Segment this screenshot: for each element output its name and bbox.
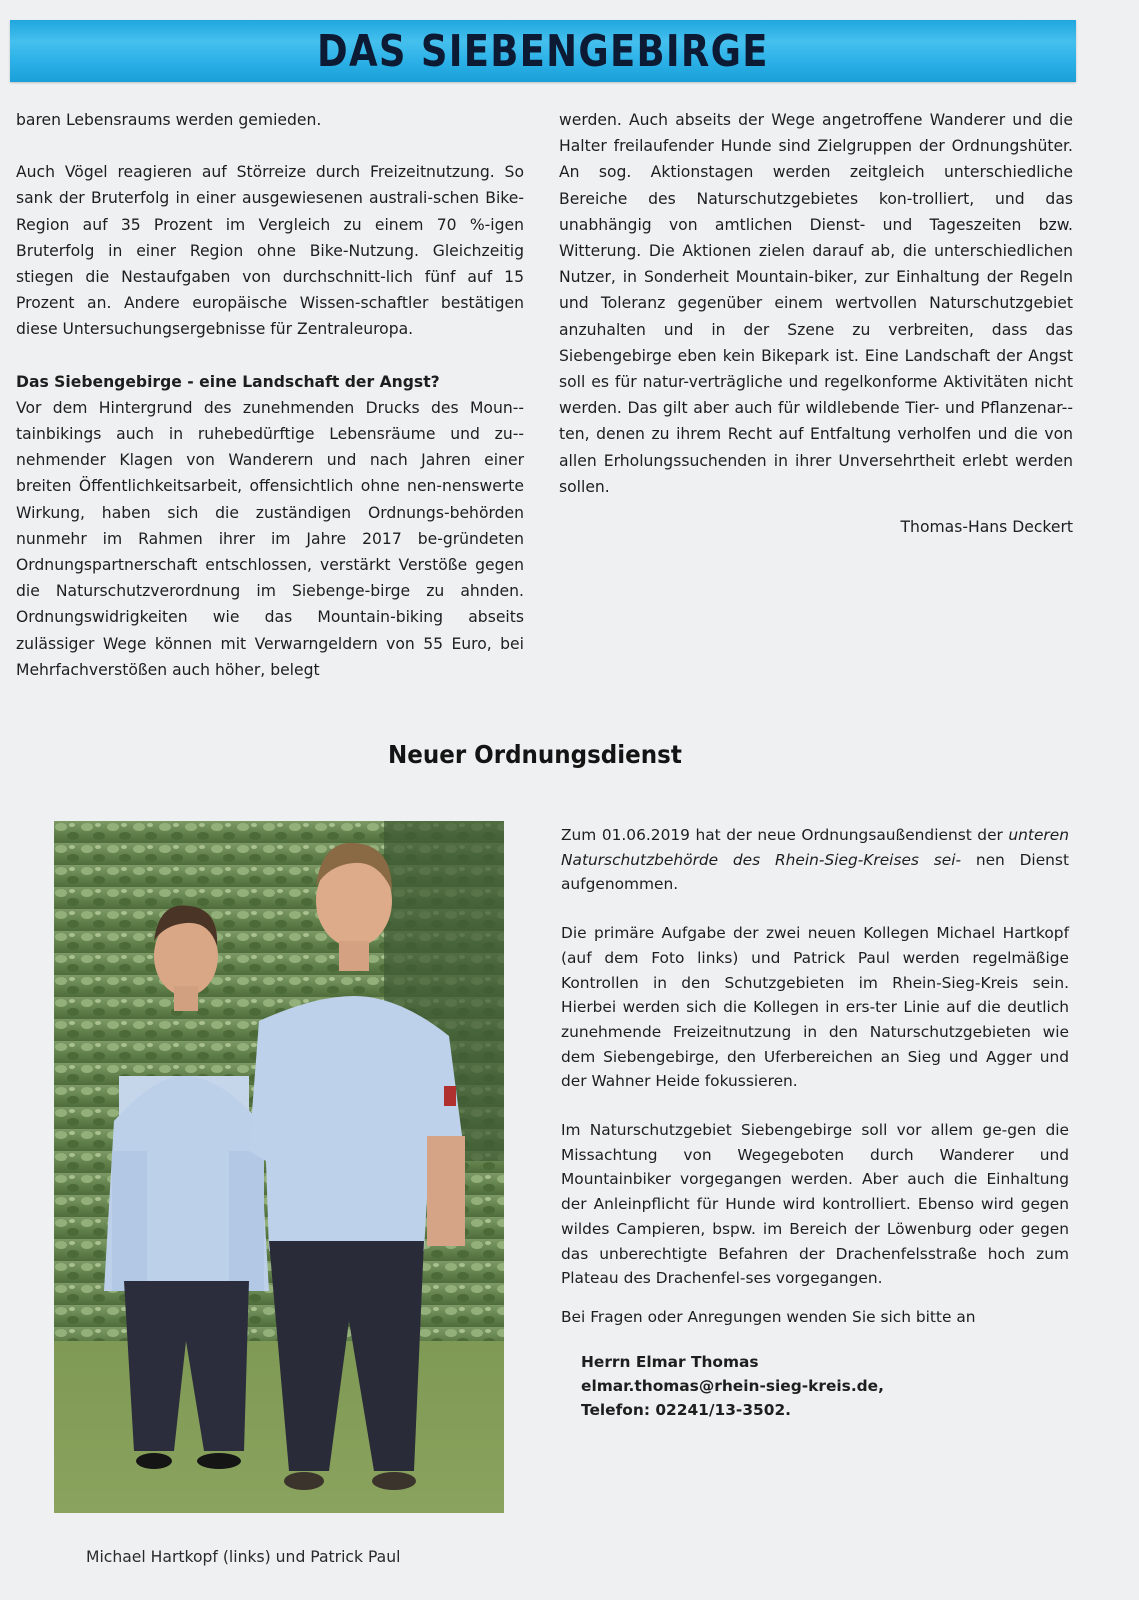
page-header-banner (10, 20, 1076, 82)
paragraph-siebengebirge: Im Naturschutzgebiet Siebengebirge soll vor allem ge-gen die Missachtung von Wegegeboten durch Wanderer und Mountainbiker vorgegangen werden. Aber auch die Einhaltung der Anleinpflicht für Hunde wird kontrolliert. Ebenso wird gegen wildes Campieren, bspw. im Bereich der Löwenburg oder gegen das unberechtigte Befahren der Drachenfelsstraße hoch zum Plateau des Drachenfel-ses vorgegangen. (561, 1121, 1069, 1288)
article2-column (561, 823, 1069, 1422)
page-title: DAS SIEBENGEBIRGE (317, 25, 769, 77)
paragraph-tasks: Die primäre Aufgabe der zwei neuen Kollegen Michael Hartkopf (auf dem Foto links) und Patrick Paul werden regelmäßige Kontrollen in den Schutzgebieten im Rhein-Sieg-Kreis sein. Hierbei werden sich die Kollegen in ers-ter Linie auf die deutlich zunehmende Freizeitnutzung in den Naturschutzgebieten wie dem Siebengebirge, den Uferbereichen an Sieg und Agger und der Wahner Heide fokussieren. (561, 924, 1069, 1091)
paragraph-contact-intro: Bei Fragen oder Anregungen wenden Sie sich bitte an (561, 1307, 976, 1326)
article-column-left (16, 107, 524, 709)
paragraph-intro-service (561, 823, 1069, 897)
photo-caption: Michael Hartkopf (links) und Patrick Paul (86, 1548, 401, 1566)
paragraph-main-left: Vor dem Hintergrund des zunehmenden Drucks des Moun-tainbikings auch in ruhebedürftige Lebensräume und zu-nehmender Klagen von Wanderern und nach Jahren einer breiten Öffentlichkeitsarbeit, offensichtlich ohne nen-nenswerte Wirkung, haben sich die zuständigen Ordnungs-behörden nunmehr im Rahmen ihrer im Jahre 2017 be-gründeten Ordnungspartnerschaft entschlossen, verstärkt Verstöße gegen die Naturschutzverordnung im Siebenge-birge zu ahnden. Ordnungswidrigkeiten wie das Mountain-biking abseits zulässiger Wege können mit Verwarngeldern von 55 Euro, bei Mehrfachverstößen auch höher, belegt (16, 398, 524, 679)
paragraph-main-right: werden. Auch abseits der Wege angetroffene Wanderer und die Halter freilaufender Hunde sind Zielgruppen der Ordnungshüter. An sog. Aktionstagen werden zeitgleich unterschiedliche Bereiche des Naturschutzgebietes kon-trolliert, und das unabhängig von amtlichen Dienst- und Tageszeiten bzw. Witterung. Die Aktionen zielen darauf ab, die unterschiedlichen Nutzer, in Sonderheit Mountain-biker, zur Einhaltung der Regeln und Toleranz gegenüber einem wertvollen Naturschutzgebiet anzuhalten und in der Szene zu verbreiten, dass das Siebengebirge eben kein Bikepark ist. Eine Landschaft der Angst soll es für natur-verträgliche und regelkonforme Aktivitäten nicht werden. Das gilt aber auch für wildlebende Tier- und Pflanzenar-ten, denen zu ihrem Recht auf Entfaltung verholfen und die von allen Erholungssuchenden in ihrer Unversehrtheit erlebt werden sollen. (559, 111, 1073, 496)
section-title: Neuer Ordnungsdienst (388, 740, 682, 769)
photo-illustration (54, 821, 504, 1513)
contact-name: Herrn Elmar Thomas (581, 1352, 759, 1371)
staff-photo (54, 821, 504, 1513)
subheading: Das Siebengebirge - eine Landschaft der Angst? (16, 372, 440, 391)
contact-phone: Telefon: 02241/13-3502. (581, 1400, 791, 1419)
author-signature: Thomas-Hans Deckert (900, 518, 1073, 537)
contact-email[interactable]: elmar.thomas@rhein-sieg-kreis.de, (581, 1376, 884, 1395)
authority-name: unteren Naturschutzbehörde des Rhein-Sieg-Kreises sei- (561, 826, 1069, 869)
paragraph-intro: baren Lebensraums werden gemieden. (16, 111, 322, 129)
contact-block (581, 1350, 1069, 1422)
paragraph-intro-start: Zum 01.06.2019 hat der neue Ordnungsaußendienst der (561, 826, 1003, 844)
paragraph-intro-end: nen Dienst aufgenommen. (561, 850, 1069, 894)
article-column-right (559, 107, 1073, 540)
paragraph-birds: Auch Vögel reagieren auf Störreize durch Freizeitnutzung. So sank der Bruterfolg in einer ausgewiesenen australi-schen Bike-Region auf 35 Prozent im Vergleich zu einem 70 %-igen Bruterfolg in einer Region ohne Bike-Nutzung. Gleichzeitig stiegen die Nestaufgaben von durchschnitt-lich fünf auf 15 Prozent an. Andere europäische Wissen-schaftler bestätigen diese Untersuchungsergebnisse für Zentraleuropa. (16, 163, 524, 339)
